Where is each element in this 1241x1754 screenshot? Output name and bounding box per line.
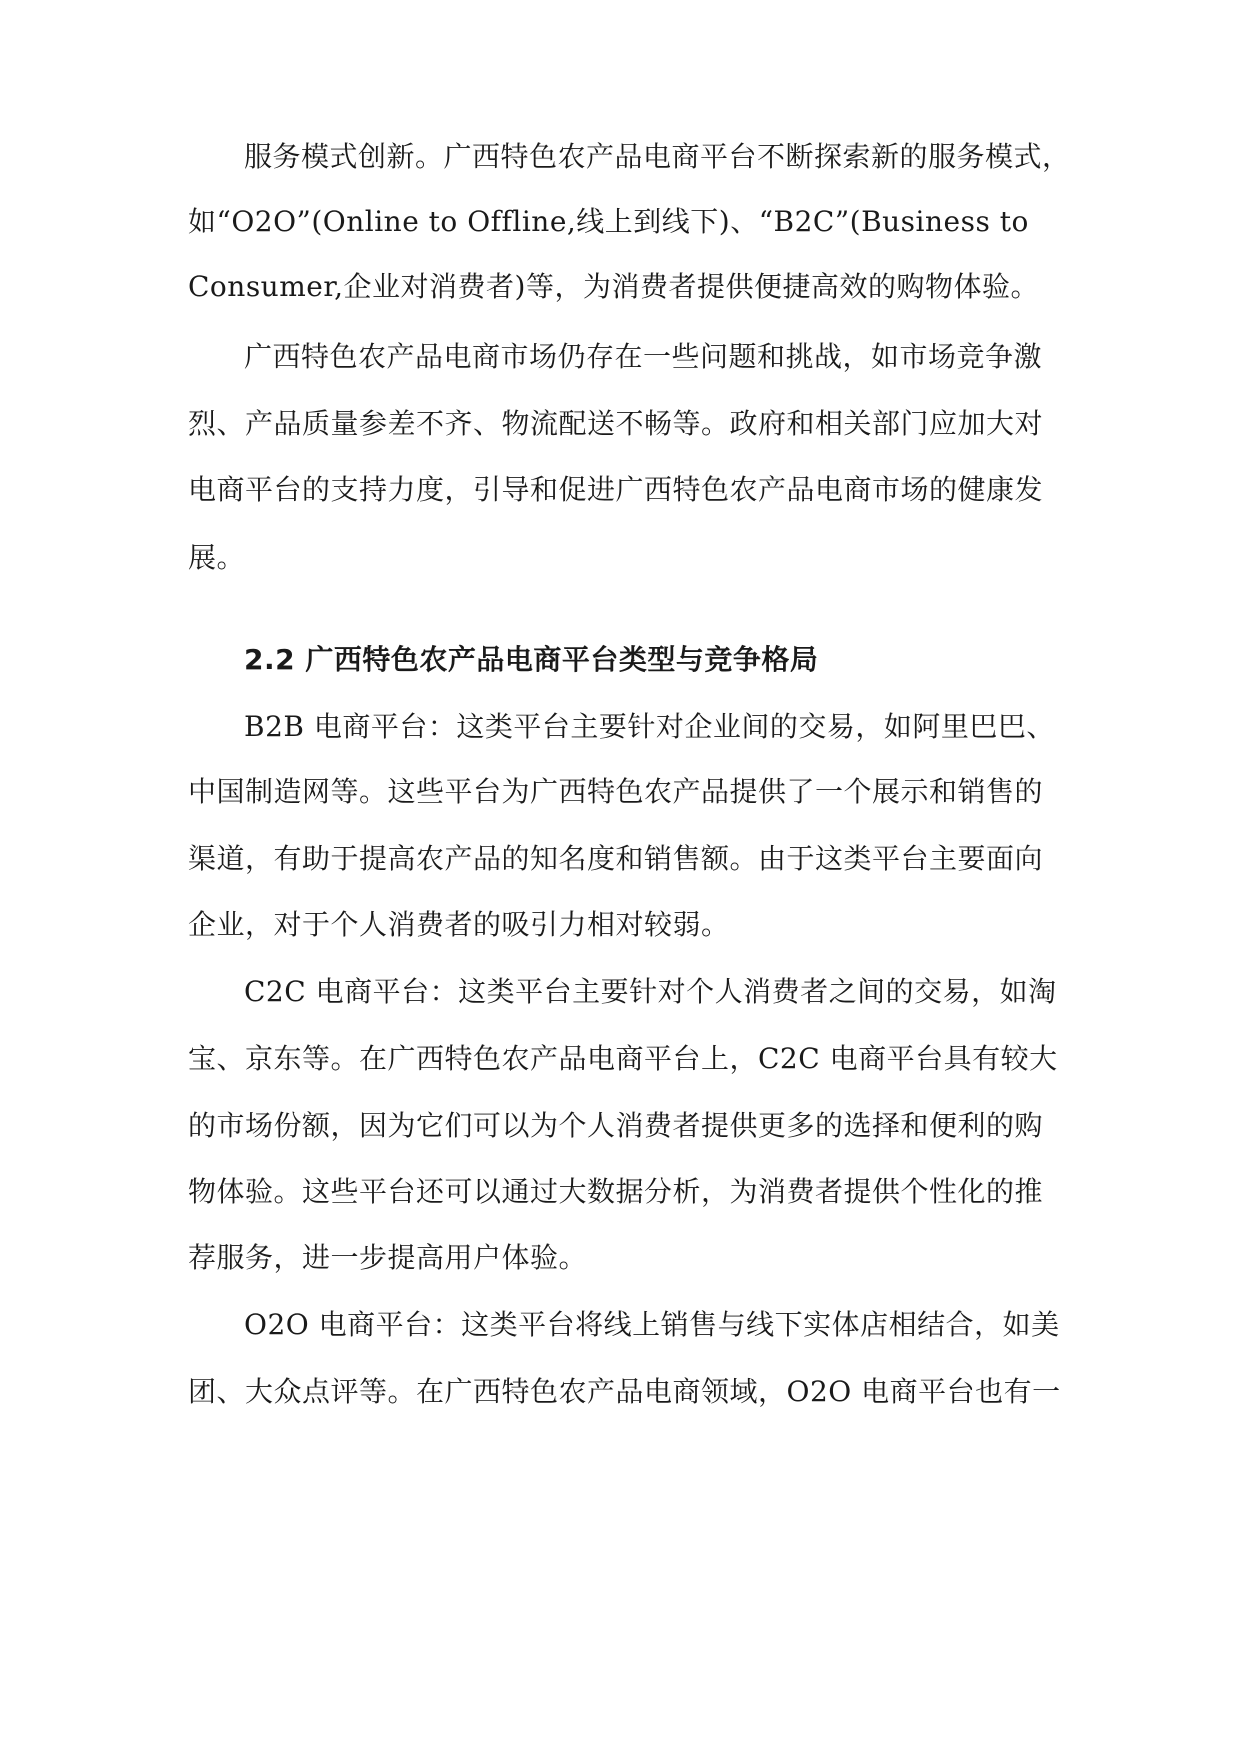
- text-line: C2C 电商平台：这类平台主要针对个人消费者之间的交易，如淘: [244, 975, 1057, 1008]
- text-line: 展。: [188, 541, 246, 574]
- text-line: 烈、产品质量参差不齐、物流配送不畅等。政府和相关部门应加大对: [188, 407, 1044, 440]
- text-line: B2B 电商平台：这类平台主要针对企业间的交易，如阿里巴巴、: [244, 710, 1055, 743]
- text-line: 团、大众点评等。在广西特色农产品电商领域，O2O 电商平台也有一: [188, 1375, 1061, 1408]
- text-line: 企业，对于个人消费者的吸引力相对较弱。: [188, 908, 730, 941]
- text-line: O2O 电商平台：这类平台将线上销售与线下实体店相结合，如美: [244, 1308, 1060, 1341]
- text-line: 如“O2O”(Online to Offline,线上到线下)、“B2C”(Business to: [188, 205, 1029, 238]
- text-line: 中国制造网等。这些平台为广西特色农产品提供了一个展示和销售的: [188, 775, 1044, 808]
- text-line: 荐服务，进一步提高用户体验。: [188, 1241, 588, 1274]
- text-line: 物体验。这些平台还可以通过大数据分析，为消费者提供个性化的推: [188, 1175, 1044, 1208]
- text-line: 宝、京东等。在广西特色农产品电商平台上，C2C 电商平台具有较大: [188, 1042, 1058, 1075]
- text-line: 服务模式创新。广西特色农产品电商平台不断探索新的服务模式，: [244, 140, 1071, 173]
- text-line: 渠道，有助于提高农产品的知名度和销售额。由于这类平台主要面向: [188, 842, 1044, 875]
- text-line: 的市场份额，因为它们可以为个人消费者提供更多的选择和便利的购: [188, 1109, 1044, 1142]
- text-line: 广西特色农产品电商市场仍存在一些问题和挑战，如市场竞争激: [244, 340, 1043, 373]
- text-line: 电商平台的支持力度，引导和促进广西特色农产品电商市场的健康发: [188, 473, 1044, 506]
- text-line: Consumer,企业对消费者)等，为消费者提供便捷高效的购物体验。: [188, 270, 1039, 303]
- section-heading: 2.2 广西特色农产品电商平台类型与竞争格局: [244, 643, 819, 676]
